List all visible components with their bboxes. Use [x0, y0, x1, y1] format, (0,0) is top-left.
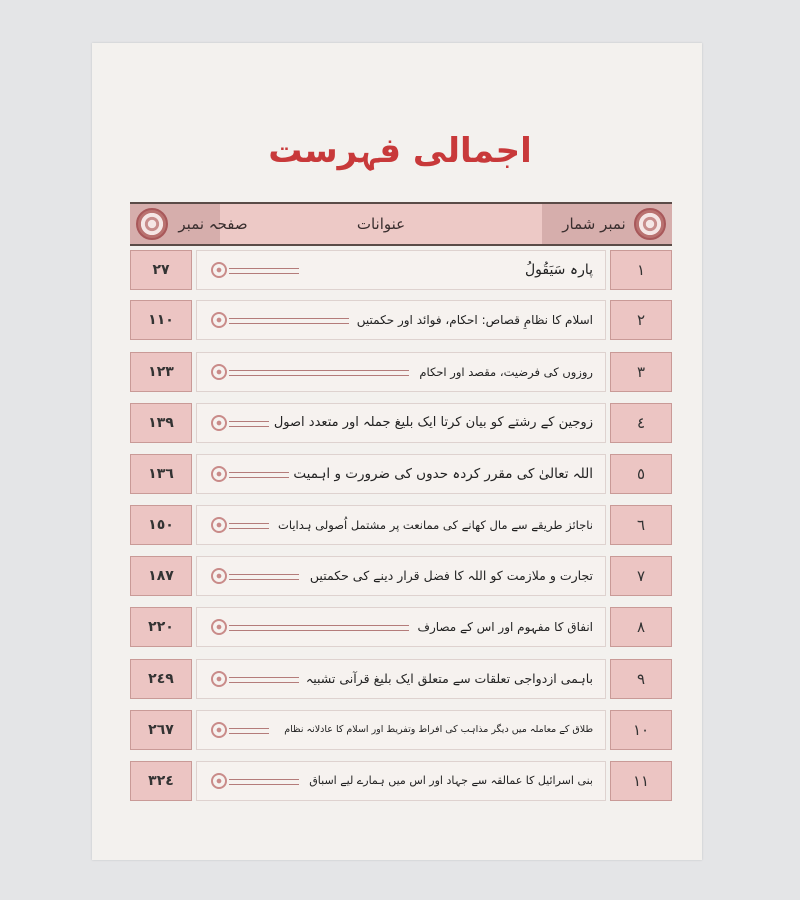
flower-ornament-icon [211, 619, 227, 635]
page-number: ١٢٣ [130, 352, 192, 392]
table-row [130, 505, 672, 545]
header-page-label: صفحہ نمبر [178, 215, 248, 233]
serial-number: ١٠ [610, 710, 672, 750]
entry-title: ناجائز طریقے سے مال کھانے کی ممانعت پر مشتمل اُصولی ہدایات [278, 518, 593, 532]
entry-title: بنی اسرائیل کا عمالقہ سے جہاد اور اس میں ہمارے لیے اسباق [309, 774, 593, 787]
page-title: اجمالی فہرست [268, 131, 532, 171]
flower-ornament-icon [211, 517, 227, 533]
page-number: ١٣٦ [130, 454, 192, 494]
entry-title-cell [196, 403, 606, 443]
entry-title: باہمی ازدواجی تعلقات سے متعلق ایک بلیغ قرآنی تشبیہ [305, 671, 593, 686]
entry-title: انفاق کا مفہوم اور اس کے مصارف [417, 620, 593, 634]
entry-title: زوجین کے رشتے کو بیان کرتا ایک بلیغ جملہ اور متعدد اصول [273, 415, 593, 430]
serial-number: ٣ [610, 352, 672, 392]
flower-ornament-icon [211, 671, 227, 687]
leader-line [229, 472, 289, 478]
page-number: ١٥٠ [130, 505, 192, 545]
leader-line [229, 677, 299, 683]
leader-line [229, 268, 299, 274]
table-row [130, 250, 672, 290]
leader-line [229, 728, 269, 734]
serial-number: ٨ [610, 607, 672, 647]
leader-line [229, 421, 269, 427]
serial-number: ٥ [610, 454, 672, 494]
entry-title: تجارت و ملازمت کو اللہ کا فضل قرار دینے کی حکمتیں [309, 568, 593, 583]
table-row [130, 607, 672, 647]
entry-title: روزوں کی فرضیت، مقصد اور احکام [419, 365, 593, 379]
serial-number: ٢ [610, 300, 672, 340]
entry-title-cell [196, 710, 606, 750]
leader-line [229, 370, 409, 376]
page-number: ١١٠ [130, 300, 192, 340]
page-number: ٢٦٧ [130, 710, 192, 750]
flower-ornament-icon [211, 722, 227, 738]
entry-title-cell [196, 300, 606, 340]
entry-title-cell [196, 505, 606, 545]
leader-line [229, 625, 409, 631]
leader-line [229, 574, 299, 580]
entry-title: طلاق کے معاملہ میں دیگر مذاہب کی افراط وتفریط اور اسلام کا عادلانہ نظام [284, 724, 593, 735]
entry-title-cell [196, 556, 606, 596]
entry-title-cell [196, 250, 606, 290]
header-topics: عنوانات [220, 204, 542, 244]
leader-line [229, 779, 299, 785]
table-row [130, 659, 672, 699]
serial-number: ٧ [610, 556, 672, 596]
page-number: ١٨٧ [130, 556, 192, 596]
flower-ornament-icon [211, 364, 227, 380]
entry-title-cell [196, 659, 606, 699]
serial-number: ٩ [610, 659, 672, 699]
page-number: ٢٢٠ [130, 607, 192, 647]
serial-number: ١١ [610, 761, 672, 801]
flower-ornament-icon [211, 773, 227, 789]
page-number: ٢٧ [130, 250, 192, 290]
entry-title-cell [196, 454, 606, 494]
flower-ornament-icon [211, 262, 227, 278]
table-row [130, 454, 672, 494]
page-number: ١٣٩ [130, 403, 192, 443]
leader-line [229, 523, 269, 529]
rosette-ornament-icon [136, 208, 168, 240]
entry-title: اسلام کا نظامِ قصاص: احکام، فوائد اور حکمتیں [356, 313, 593, 327]
entry-title-cell [196, 761, 606, 801]
rosette-ornament-icon [634, 208, 666, 240]
flower-ornament-icon [211, 415, 227, 431]
table-row [130, 710, 672, 750]
table-row [130, 300, 672, 340]
page-number: ٢٤٩ [130, 659, 192, 699]
table-row [130, 761, 672, 801]
table-row [130, 403, 672, 443]
flower-ornament-icon [211, 466, 227, 482]
serial-number: ٦ [610, 505, 672, 545]
leader-line [229, 318, 349, 324]
flower-ornament-icon [211, 568, 227, 584]
serial-number: ٤ [610, 403, 672, 443]
page-number: ٣٢٤ [130, 761, 192, 801]
entry-title: اللہ تعالیٰ کی مقرر کردہ حدوں کی ضرورت و اہمیت [293, 466, 593, 482]
serial-number: ١ [610, 250, 672, 290]
table-row [130, 352, 672, 392]
flower-ornament-icon [211, 312, 227, 328]
entry-title: پارہ سَيَقُولُ [524, 262, 593, 278]
entry-title-cell [196, 352, 606, 392]
header-serial-label: نمبر شمار [562, 215, 626, 233]
entry-title-cell [196, 607, 606, 647]
table-row [130, 556, 672, 596]
